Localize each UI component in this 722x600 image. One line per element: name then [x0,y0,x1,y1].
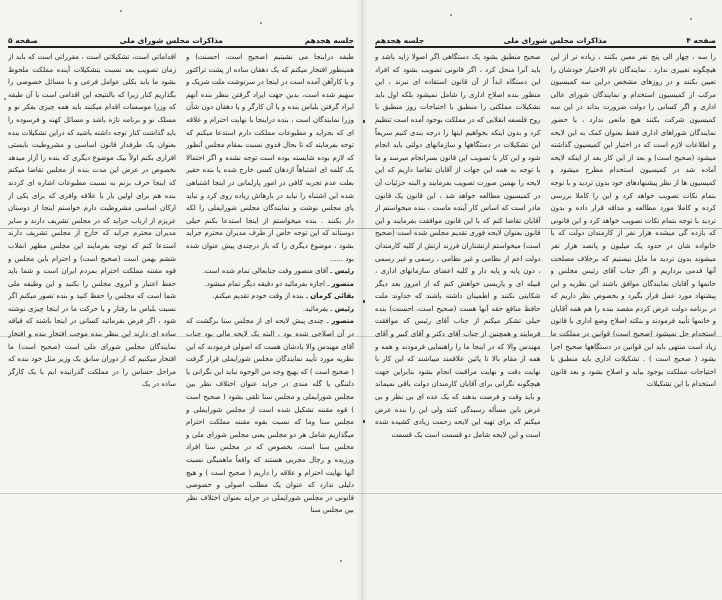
page-header [375,33,716,45]
margin-mark [363,120,365,123]
speech-turn: رئیس ـ آقای منصور وقت جنابعالی تمام شده است. [202,267,354,276]
column-right [551,51,717,590]
speech-turn: منصور ـ اجازه بفرمائید دو دقیقه دیگر تمام میشود. [204,279,354,288]
speech-text: آقای منصور وقت جنابعالی تمام شده است. [202,267,329,276]
paragraph: اقداماتی است، تشکیلاتی است ، مقرراتی است که باید از زمان تصویب بعد نسبت بتشکیلات آینده مملکت ملحوظ بشود ما باید بکلی عوامل فرعی و با مسائل خصوصی را بگذاریم کنار زیرا که بالنتیجه این اقدامی است با آن طبقه که وزرا موسسات اقدام میکنند باید همه چیزی بفکر نو و مسلک نو و برنامه تازه باشد و مسائل کهنه و فرسوده را باید گذاشت کنار توجه داشته باشید که دراین تشکیلات بنده بعنوان یک طرفدار قانون اساسی و مشروطیت بایستی اقراری بکنم اولاً بیک موضوع دیگری که بنده را آزار میدهد بخصوص در عرض این مدت بنده از مجلس تقاضا میکنم که اینجا حرف بزنم به نسبت مطبوعات اشاره ای کردند بنده هم برای اولین بار با علاقه وافری که برای یکی از ارکان اساسی مشروطیت دارم خواستم اینجا از دوستان عزیزم از ارباب جراید که در مجلس تشریف دارند و سایر مدیران محترم جراید که خارج از مجلس تشریف دارند استدعا کنم که توجه بفرمایند این مجلس مظهر انقلاب ششم بهمن است (صحیح است) و احترام باین مجلس و قوه مقننه مملکت احترام بمردم ایران است و شما باید حفظ اعتبار و آبروی مجلس را بکنید و این وظیفه ملی شما است که مجلس را حفظ کنید و بنده تصور میکنم اگر نسبت بلباس ما رفتار و یا حرکت ما در اینجا چیزی نوشته شود ، اگر فرض بفرمائید کسانی در اینجا باشند که قیافه ساده ای دارند این بنظر بنده موجب افتخار بنده و افتخار نمایندگان مجلس شورای ملی است (صحیح است) ما افتخار میکنیم که از دوران سابق یک وزیر مثل خود بنده که مراحل حساس را در مملکت گذرانیده ایم با یک کارگر ساده در یک [8,53,176,389]
running-title: مذاکرات مجلس شورای ملی [503,36,607,45]
speaker-name: منصور [331,279,354,288]
paragraph: صحیح منطبق بشود یک دستگاهی اگر اصولا زاید باشد و باید آنرا منحل کرد ، اگر قانونی تصویب بشود که افراد این دستگاه ابداً از آن قانون استفاده ای نبرند ، این منظور بنده اصلاح اداری را شامل نمیشود بلکه اول باید تشکیلات مملکتی را منطبق با احتیاجات روز منطبق با روح فلسفه انقلابی که در مملکت بوجود آمده است تنظیم کرد و بدون اینکه بخواهیم اینها را درجه بندی کنیم سریعاً این تشکیلات در دستگاهها و سازمانهای دولتی باید انجام شود و این کار با تصویب این قانون بسرانجام میرسد و ما با توجه به همه این جهات از آقایان تقاضا داریم که این لایحه را بهمین صورت تصویب بفرمایند و البته جزئیات آن در کمیسیون مطالعه خواهد شد ، این قانون یک قانون مادر است که اساس کار آینده ماست ، بنده میخواستم از آقایان تقاضا کنم که با این قانون موافقت بفرمایند و این قانون بعنوان لایحه فوری تقدیم مجلس شده است (صحیح است) میخواستم ارتشتاران فرزند ارتش از کلیه کارمندان دولت اعم از نظامی و غیر نظامی ، رسمی و غیر رسمی ، دون پایه و پایه دار و کلیه اعضای سازمانهای اداری ، قبیله ای و پاریسی خواهش کنم که از امروز بعد دیگر شکایتی نکنند و اطمینان داشته باشند که خداوند ملت حافظ منافع حقه آنها هست (صحیح است، احسنت) بنده خیلی تشکر میکنم از جناب آقای رئیس که موافقت فرمایند و همچنین از جناب آقای دکتر و آقای کبیر و آقای مهندس والا که در اینجا ما را راهنمایی فرمودند و همه و همه از مقام بالا تا پائین علاقمند میباشند که این کار با نهایت دقت و نهایت مراقبت انجام بشود بنابراین جهت هیچگونه نگرانی برای آقایان کارمندان دولت باقی نمیماند و باید وقت و فرصت بدهند که یک عده ای بی نظر و بی غرض باین مسأله رسیدگی کنند ولی این را بنده عرض میکنم که برای تهیه این لایحه زحمت زیادی کشیده شده است و این لایحه شامل دو قسمت است یک قسمت [375,53,541,439]
margin-mark [363,420,365,423]
speech-turn: رئیس ـ بفرمائید. [302,304,354,313]
margin-mark [363,300,365,303]
page-number: صفحه ۴ [686,36,716,45]
speech-text: اجازه بفرمائید دو دقیقه دیگر تمام میشود. [204,279,325,288]
column-left [8,51,176,590]
page-header [8,33,354,45]
speaker-name: رئیس [334,267,354,276]
column-right [186,51,354,590]
speech-text: چندی پیش لایحه ای از مجلس سنا برگشت که در آن اصلاحی شده بود ، البته یک لایحه مالی بود جناب آقای مهندس والا یادشان هست که اصولی فرمودند که این نظریه مورد تأیید نمایندگان مجلس شورایملی قرار گرفت ( صحیح است ) که بهیچ وجه من الوجوه نباید این نگرانی یا دلتنگی یا گله مندی در جراید عنوان اختلاف نظر بین مجلس شورایملی و مجلس سنا تلقی بشود ( صحیح است ) قوه مقننه تشکیل شده است از مجلس شورایملی و مجلس سنا وما که نسبت بقوه مقننه مملکت احترام میگذاریم شامل هر دو مجلس یعنی مجلس شورای ملی و مجلس سنا است، بخصوص که در مجلس سنا افراد ورزیده و رجال مجربی هستند که واقعاً ماهمیگی نسبت آنها نهایت احترام و علاقه را داریم ( صحیح است ) و هیچ دلیلی ندارد که عنوان یک مطلب اصولی و خصوصی قانونی در مجلس شورایملی در جراید بعنوان اختلاف نظر بین مجلس سنا [186,317,354,515]
column-left [375,51,541,590]
page-number: صفحه ۵ [8,36,38,45]
paragraph: را سه ، چهار الی پنج نفر معین بکنند ، زیاده تر از این هیچگونه تغییری ندارد . نمایندگان تام الاختیار خودشان را تعیین بکنند و در روزهای مشخص دراین سه کمیسیون مرکب از کمیسیون استخدام و نمایندگان شورای عالی اداری و اگر کسانی را دولت ضرورت بداند در این سه کمیسیون شرکت بکنند هیچ مانعی ندارد ، یا حضور نمایندگان شوراهای اداری فقط بعنوان کمک به این لایحه و اطلاعات لازم است که در اختیار این کمیسیون گذاشته میشود (صحیح است) و بعد از این کار بعد از اینکه لایحه آماده شد در کمیسیون استخدام مطرح میشود و کمیسیون ها از نظر پیشنهادهای خود بدون تردید و با توجه بتمام نکات تصویب خواهد کرد و این را کاملا بررسی کرده و کاملا مورد مطالعه و مداقه قرار داده و بدون تردید با توجه بتمام نکات تصویب خواهد کرد و این قانونی که بازده گی میشده هزار نفر از کارمندان دولت که با خانواده شان در حدود یک میلیون و پانصد هزار نفر میشوند بدون تردید ما مایل نیستیم که برخلاف مصلحت آنها قدمی برداریم و اگر جناب آقای رئیس مجلس و خانمها و آقایان نمایندگان موافق باشند این نظریه و این پیشنهاد مورد عمل قرار بگیرد و بخصوص نظر داریم که در برنامه دولت عرض کردم مقصد بنده را هم همه آقایان و خانمها تأیید فرمودند و بنکته اصلاح وضع اداری با قانون استخدام حل نمیشود (صحیح است) قوانین در مملکت ما زیاد است منتهی باید این قوانین در دستگاهها صحیح اجرا بشود ( صحیح است ) . تشکیلات اداری باید منطبق با احتیاجات مملکت بوجود بیاید و اصلاح بشود و بعد قانون استخدام با این تشکیلات [550,53,716,389]
header-rule [8,46,354,48]
speech-text: بفرمائید. [302,304,329,313]
paragraph: طبقه دراینجا می نشینیم (صحیح است، احسنت) و همینطور افتخار میکنم که یک دهقان ساده از پشت تراکتور و یا کارآهن آمده است در اینجا در سرنوشت ملت شریک و سهیم شده است، بدین جهت ایراد گرفتن بنظر بنده آنهم ایراد گرفتن بلباس بنده و یا آن کارگر و یا دهقان دون شأن وزرا نمایندگان است ، بنده دراینجا با نهایت احترام و علاقه ای که بجراید و مطبوعات مملکت دارم استدعا میکنم که توجه بفرمایند که تا بحال قدوی نسبت بمقام مجلس آنطور که لازم بوده شایسته بوده است توجه نشده و اگر احتمالا یک کلمه ای اشتباهاً ازدهان کسی خارج شده یا بنده حقیر بعلت عدم تجربه کافی در امور پارلمانی در اینجا اشتباهی شده این اشتباه را نباید در بارهاش زیاده روی کرد و نباید پای مجلس نوشت و نمایندگان مجلس شورایملی را لکه دار بکنند . بنده میخواستم از اینجا استدعا بکنم خیلی دوستانه که این توجه خاص از طرف مدیران محترم جراید بشود ، موضوع دیگری را که باز درچندی پیش عنوان شده بود ...... [186,53,354,263]
header-rule [375,46,716,48]
speaker-name: رئیس [334,304,354,313]
text-columns [8,51,354,590]
speaker-name: بقائی کرمان [310,292,354,301]
speaker-name: منصور [331,317,354,326]
speech-turn: منصور ـ چندی پیش لایحه ای از مجلس سنا برگشت که در آن اصلاحی شده بود ، البته یک لایحه مالی بود جناب آقای مهندس والا یادشان هست که اصولی فرمودند که این نظریه مورد تأیید نمایندگان مجلس شورایملی قرار گرفت ( صحیح است ) که بهیچ وجه من الوجوه نباید این نگرانی یا دلتنگی یا گله مندی در جراید عنوان اختلاف نظر بین مجلس شورایملی و مجلس سنا تلقی بشود ( صحیح است ) قوه مقننه تشکیل شده است از مجلس شورایملی و مجلس سنا وما که نسبت بقوه مقننه مملکت احترام میگذاریم شامل هر دو مجلس یعنی مجلس شورای ملی و مجلس سنا است، بخصوص که در مجلس سنا افراد ورزیده و رجال مجربی هستند که واقعاً ماهمیگی نسبت آنها نهایت احترام و علاقه را داریم ( صحیح است ) و هیچ دلیلی ندارد که عنوان یک مطلب اصولی و خصوصی قانونی در مجلس شورایملی در جراید بعنوان اختلاف نظر بین مجلس سنا [186,317,354,515]
session-label: جلسه هجدهم [375,36,425,45]
page-4 [362,0,722,600]
text-columns [375,51,716,590]
speech-turn: بقائی کرمان ـ بنده از وقت خودم تقدیم میکنم. [212,292,354,301]
running-title: مذاکرات مجلس شورای ملی [119,36,223,45]
session-label: جلسه هجدهم [304,36,354,45]
speech-text: بنده از وقت خودم تقدیم میکنم. [212,292,304,301]
